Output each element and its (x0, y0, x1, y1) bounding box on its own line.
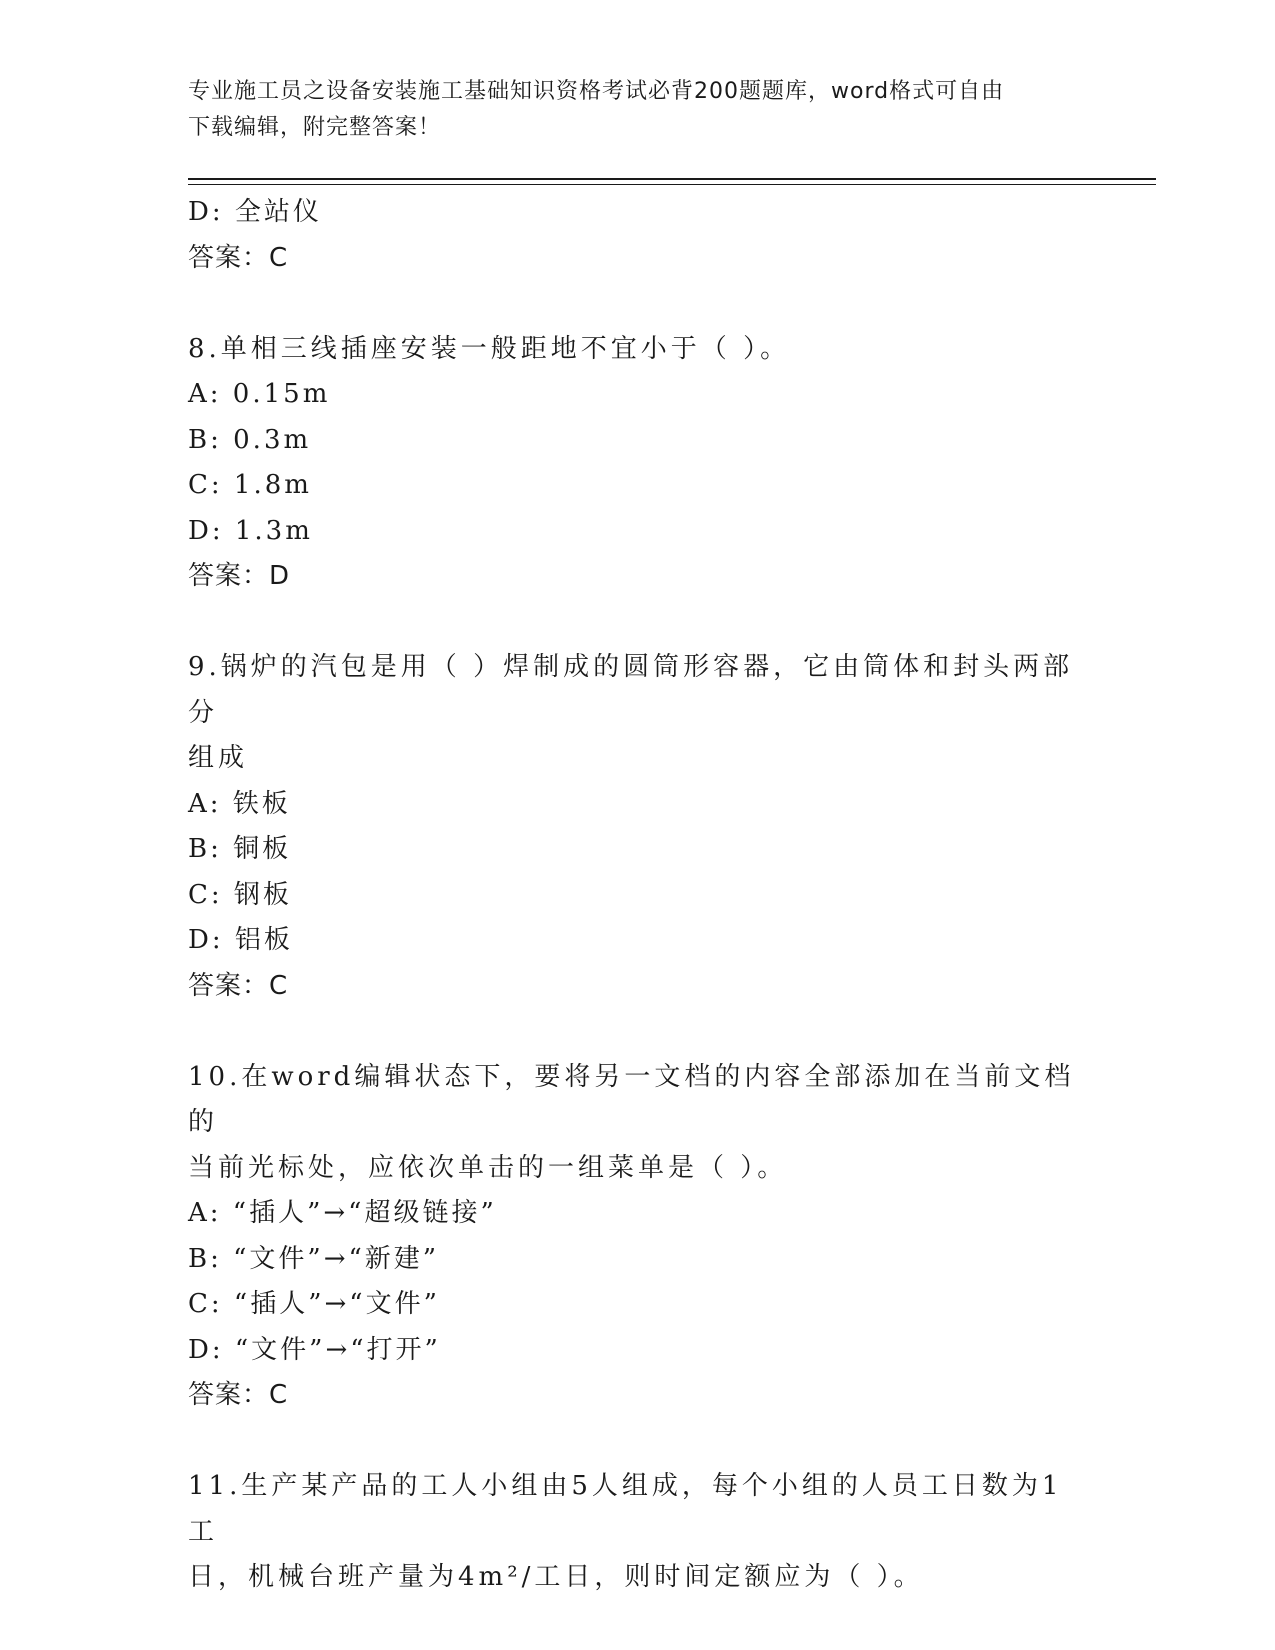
question-stem: 11.生产某产品的工人小组由5人组成，每个小组的人员工日数为1工 (188, 1471, 1063, 1547)
header-line-2: 下载编辑，附完整答案！ (188, 115, 442, 140)
option-a: A: 0.15m (188, 379, 331, 409)
option-d: D: 1.3m (188, 515, 313, 546)
option-a: A: 铁板 (188, 788, 291, 819)
answer: 答案：C (188, 242, 289, 273)
question-9 (188, 645, 1088, 1009)
option-d: D: 铝板 (188, 925, 293, 955)
question-stem-continued: 日，机械台班产量为4m²/工日，则时间定额应为（ ）。 (188, 1562, 924, 1592)
option-d: D: 全站仪 (188, 197, 322, 227)
answer: 答案：D (188, 561, 291, 591)
option-c: C: “插人”→“文件” (188, 1289, 440, 1319)
question-stem-continued: 组成 (188, 743, 249, 773)
spacer (188, 281, 1088, 327)
option-c: C: 1.8m (188, 470, 312, 500)
spacer (188, 600, 1088, 646)
question-list (188, 190, 1088, 1601)
answer: 答案：C (188, 970, 289, 1001)
question-stem: 10.在word编辑状态下，要将另一文档的内容全部添加在当前文档的 (188, 1061, 1075, 1137)
option-c: C: 钢板 (188, 879, 292, 910)
question-10 (188, 1055, 1088, 1419)
option-b: B: 0.3m (188, 424, 312, 455)
spacer (188, 1419, 1088, 1465)
question-11 (188, 1464, 1088, 1601)
option-a: A: “插人”→“超级链接” (188, 1198, 497, 1228)
option-b: B: “文件”→“新建” (188, 1243, 440, 1274)
spacer (188, 1009, 1088, 1055)
header-divider-thin (188, 184, 1156, 185)
option-b: B: 铜板 (188, 834, 292, 864)
question-8 (188, 327, 1088, 600)
answer: 答案：C (188, 1380, 289, 1410)
document-header (188, 74, 1088, 146)
header-line-1: 专业施工员之设备安装施工基础知识资格考试必背200题题库，word格式可自由 (188, 79, 1005, 104)
question-stem-continued: 当前光标处，应依次单击的一组菜单是（ ）。 (188, 1152, 788, 1183)
question-7-tail (188, 190, 1088, 281)
header-divider (188, 178, 1156, 180)
question-stem: 9.锅炉的汽包是用（ ）焊制成的圆筒形容器，它由筒体和封头两部分 (188, 652, 1074, 728)
question-stem: 8.单相三线插座安装一般距地不宜小于（ ）。 (188, 333, 791, 364)
option-d: D: “文件”→“打开” (188, 1334, 441, 1365)
